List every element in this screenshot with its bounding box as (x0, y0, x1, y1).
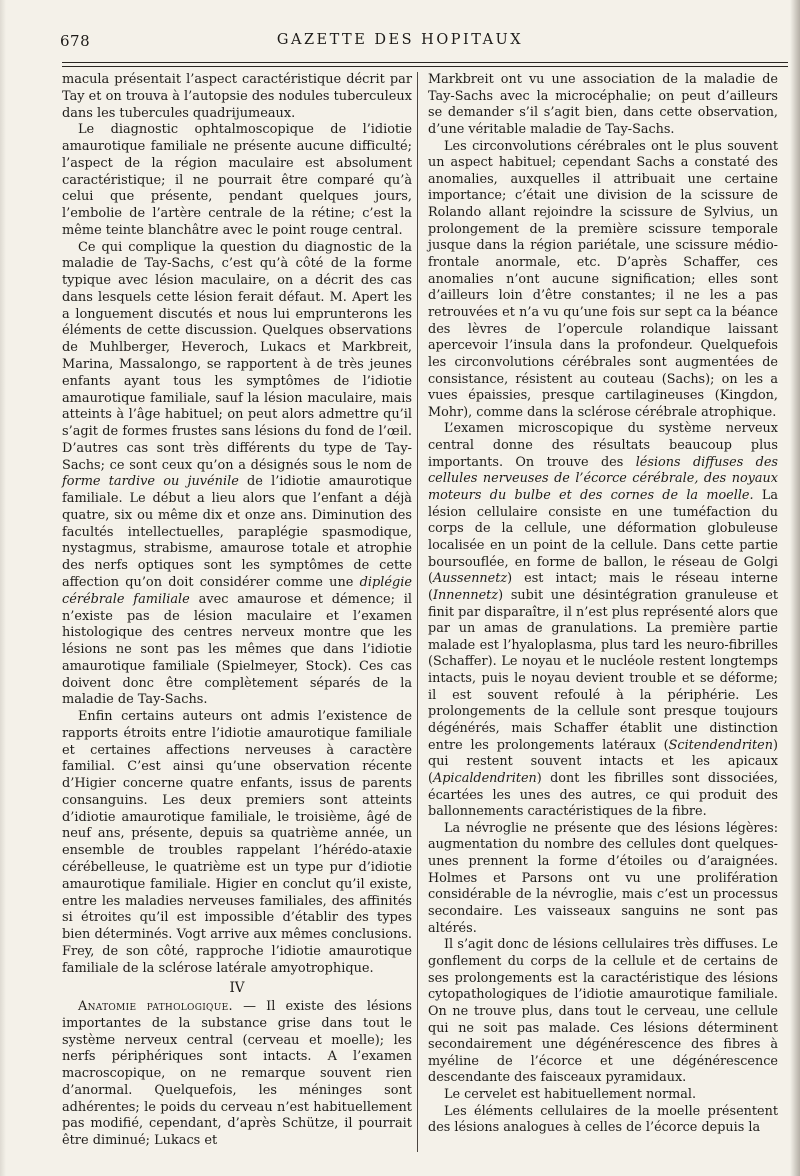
italic-term: Innennetz (433, 587, 499, 603)
section-number: IV (229, 980, 245, 997)
paragraph (62, 240, 412, 709)
paragraph: Le cervelet est habituellement normal. (444, 1087, 697, 1103)
text-run: ) est intact; mais le réseau interne ( (428, 571, 778, 603)
paragraph (428, 421, 778, 820)
italic-term: diplégie cérébrale familiale (62, 574, 412, 607)
right-column (428, 72, 778, 1137)
paragraph: La névroglie ne présente que des lésions légères: augmentation du nombre des cellules dont quelques-unes prennent la forme d’étoiles ou d’araignées. Holmes et Parsons ont vu une prolifération considérable de la névroglie, mais c’est un processus secondaire. Les vaisseaux sanguins ne sont pas altérés. (428, 820, 778, 936)
text-run: ) qui restent souvent intacts et les apicaux ( (428, 737, 778, 786)
running-title: GAZETTE DES HOPITAUX (276, 32, 524, 48)
text-run: — Il existe des lésions importantes de la substance grise dans tout le système nerveux central (cerveau et moelle); les nerfs périphériques sont intacts. A l’examen macroscopique, on ne remarque souvent rien d’anormal. Quelquefois, les méninges sont adhérentes; le poids du cerveau n’est habituellement pas modifié, cependant, d’après Schütze, il pourrait être diminué; Lukacs et (62, 999, 412, 1149)
header-rule-thin (62, 66, 788, 67)
italic-term: Scitendendriten (668, 737, 773, 753)
left-column (62, 72, 412, 1150)
text-run: ) subit une désintégration granuleuse et finit par disparaître, il n’est plus représenté alors que par un amas de granulations. La première partie malade est l’hyaloplasma, plus tard les neuro-fibrilles (Schaffer). Le noyau et le nucléole restent longtemps intacts, puis le noyau devient trouble et se déforme; il est souvent refoulé à la périphérie. Les prolongements de la cellule sont presque toujours dégénérés, mais Schaffer établit une distinction entre les prolongements latéraux ( (428, 587, 778, 753)
italic-term: forme tardive ou juvénile (62, 474, 239, 490)
text-run: ) dont les fibrilles sont dissociées, écartées les unes des autres, ce qui produit des ballonnements caractéristiques de la fibre. (428, 770, 778, 820)
text-run: L’examen microscopique du système nerveux central donne des résultats beaucoup plus importants. On trouve des (428, 421, 778, 470)
text-run: Ce qui complique la question du diagnostic de la maladie de Tay-Sachs, c’est qu’à côté de la forme typique avec lésion maculaire, on a décrit des cas dans lesquels cette lésion ferait défaut. M. Apert les a longuement discutés et nous lui emprunterons les éléments de cette discussion. Quelques observations de Muhlberger, Heveroch, Lukacs et Markbreit, Marina, Massalongo, se rapportent à de très jeunes enfants ayant tous les symptômes de l’idiotie amaurotique familiale, sauf la lésion maculaire, mais atteints à l’âge habituel; on peut alors admettre qu’il s’agit de formes frustes sans lésions du fond de l’œil. D’autres cas sont très différents du type de Tay-Sachs; ce sont ceux qu’on a désignés sous le nom de (62, 239, 412, 473)
page-gutter-shadow (0, 0, 6, 1176)
text-run: La lésion cellulaire consiste en une tuméfaction du corps de la cellule, une déformation globuleuse localisée en un point de la cellule. Dans cette partie boursouflée, en forme de ballon, le réseau de Golgi ( (428, 488, 778, 587)
text-run: de l’idiotie amaurotique familiale. Le début a lieu alors que l’enfant a déjà quatre, six ou même dix et onze ans. Diminution des facultés intellectuelles, paraplégie spasmodique, nystagmus, strabisme, amaurose totale et atrophie des nerfs optiques sont les symptômes de cette affection qu’on doit considérer comme une (62, 474, 412, 590)
text-run: avec amaurose et démence; il n’existe pas de lésion maculaire et l’examen histologique des centres nerveux montre que les lésions ne sont pas les mêmes que dans l’idiotie amaurotique familiale (Spielmeyer, Stock). Ces cas doivent donc être complètement séparés de la maladie de Tay-Sachs. (62, 591, 412, 708)
header-rule (62, 62, 788, 63)
page-edge-shadow (790, 0, 800, 1176)
paragraph (62, 999, 412, 1150)
page-number: 678 (60, 32, 91, 50)
italic-term: Aussennetz (433, 571, 508, 587)
paragraph: Le diagnostic ophtalmoscopique de l’idiotie amaurotique familiale ne présente aucune difficulté; l’aspect de la région maculaire est absolument caractéristique; il ne pourrait être comparé qu’à celui que présente, pendant quelques jours, l’embolie de l’artère centrale de la rétine; c’est la même teinte blanchâtre avec le point rouge central. (62, 122, 412, 238)
paragraph: Les éléments cellulaires de la moelle présentent des lésions analogues à celles de l’écorce depuis la (428, 1103, 778, 1136)
section-heading: Anatomie pathologique. (78, 999, 233, 1015)
paragraph: Il s’agit donc de lésions cellulaires très diffuses. Le gonflement du corps de la cellule et de certains de ses prolongements est la caractéristique des lésions cytopathologiques de l’idiotie amaurotique familiale. On ne trouve plus, dans tout le cerveau, une cellule qui ne soit pas malade. Ces lésions déterminent secondairement une dégénérescence des fibres à myéline de l’écorce et une dégénérescence descendante des faisceaux pyramidaux. (428, 937, 778, 1086)
column-divider (417, 72, 418, 1152)
paragraph: Markbreit ont vu une association de la maladie de Tay-Sachs avec la microcéphalie; on peut d’ailleurs se demander s’il s’agit bien, dans cette observation, d’une véritable maladie de Tay-Sachs. (428, 72, 778, 137)
italic-term: Apicaldendriten (433, 770, 537, 786)
italic-term: lésions diffuses des cellules nerveuses de l’écorce cérébrale, des noyaux moteurs du bulbe et des cornes de la moelle. (428, 454, 778, 504)
paragraph: macula présentait l’aspect caractéristique décrit par Tay et on trouva à l’autopsie des nodules tuberculeux dans les tubercules quadrijumeaux. (62, 72, 412, 121)
paragraph: Enfin certains auteurs ont admis l’existence de rapports étroits entre l’idiotie amaurotique familiale et certaines affections nerveuses à caractère familial. C’est ainsi qu’une observation récente d’Higier concerne quatre enfants, issus de parents consanguins. Les deux premiers sont atteints d’idiotie amaurotique familiale, le troisième, âgé de neuf ans, présente, depuis sa quatrième année, un ensemble de troubles rappelant l’hérédo-ataxie cérébelleuse, le quatrième est un type pur d’idiotie amaurotique familiale. Higier en conclut qu’il existe, entre les maladies nerveuses familiales, des affinités si étroites qu’il est impossible d’établir des types bien déterminés. Vogt arrive aux mêmes conclusions. Frey, de son côté, rapproche l’idiotie amaurotique familiale de la sclérose latérale amyotrophique. (62, 709, 412, 976)
paragraph: Les circonvolutions cérébrales ont le plus souvent un aspect habituel; cependant Sachs a constaté des anomalies, auxquelles il attribuait une certaine importance; c’était une division de la scissure de Rolando allant rejoindre la scissure de Sylvius, un prolongement de la première scissure temporale jusque dans la région pariétale, une scissure médio-frontale anormale, etc. D’après Schaffer, ces anomalies n’ont aucune signification; elles sont d’ailleurs loin d’être constantes; il ne les a pas retrouvées et n’a vu qu’une fois sur sept ca la béance des lèvres de l’opercule rolandique laissant apercevoir l’insula dans la profondeur. Quelquefois les circonvolutions cérébrales sont augmentées de consistance, résistent au couteau (Sachs); on les a vues épaissies, presque cartilagineuses (Kingdon, Mohr), comme dans la sclérose cérébrale atrophique. (428, 138, 778, 420)
